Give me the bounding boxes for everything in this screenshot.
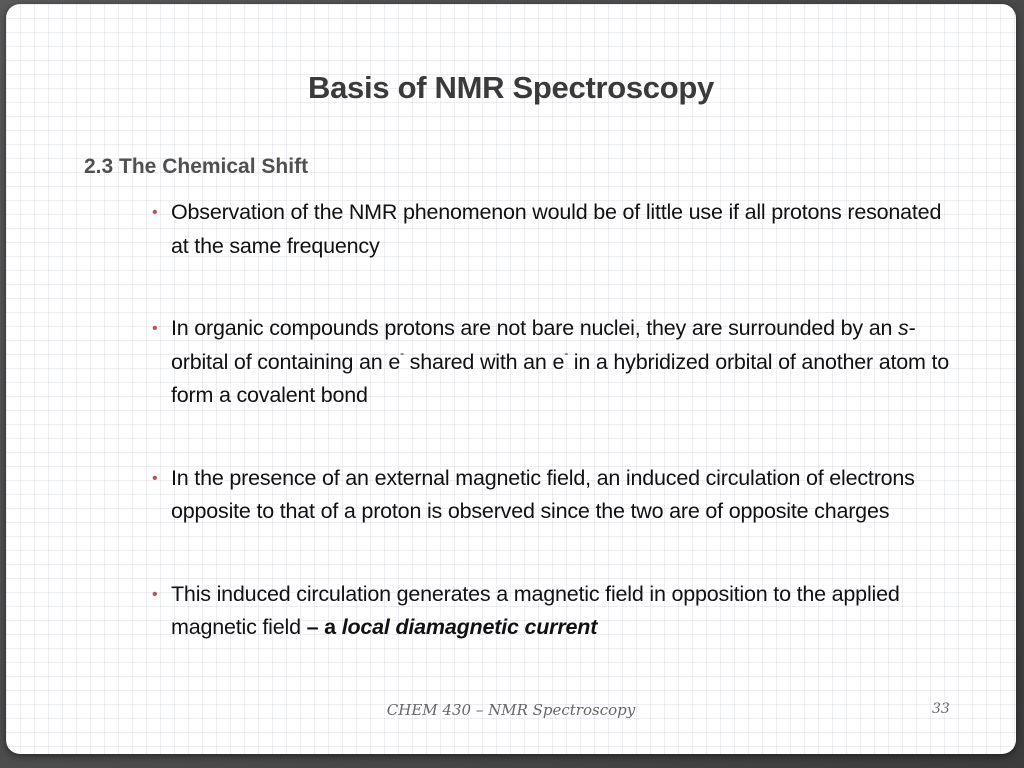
- key-term: local diamagnetic current: [341, 615, 598, 639]
- bullet-text: shared with an e: [403, 349, 565, 374]
- bullet-list: [150, 196, 960, 694]
- charge-superscript: -: [400, 346, 404, 361]
- bullet-text: in a hybridized orbital of another atom to form a covalent bond: [171, 349, 950, 407]
- bullet-item: [150, 196, 960, 263]
- bullet-text: -orbital of containing an e: [171, 316, 916, 374]
- slide: [6, 4, 1016, 754]
- bullet-text: Observation of the NMR phenomenon would be of little use if all protons resonated at the same frequency: [171, 200, 942, 258]
- bullet-text: In the presence of an external magnetic field, an induced circulation of electrons opposite to that of a proton is observed since the two are of opposite charges: [171, 465, 915, 523]
- page-number: 33: [932, 701, 950, 717]
- emphasis-text: – a: [306, 615, 342, 639]
- slide-title: Basis of NMR Spectroscopy: [308, 70, 714, 105]
- bullet-item: [150, 312, 960, 413]
- bullet-item: [150, 578, 960, 645]
- charge-superscript: -: [564, 346, 569, 361]
- bullet-text: This induced circulation generates a magnetic field in opposition to the applied magnetic field: [171, 581, 900, 639]
- section-heading: 2.3 The Chemical Shift: [84, 155, 309, 178]
- slide-footer: CHEM 430 – NMR Spectroscopy: [386, 701, 636, 719]
- bullet-item: [150, 462, 960, 529]
- bullet-text: In organic compounds protons are not bare nuclei, they are surrounded by an: [171, 316, 899, 340]
- orbital-label: s: [898, 316, 909, 340]
